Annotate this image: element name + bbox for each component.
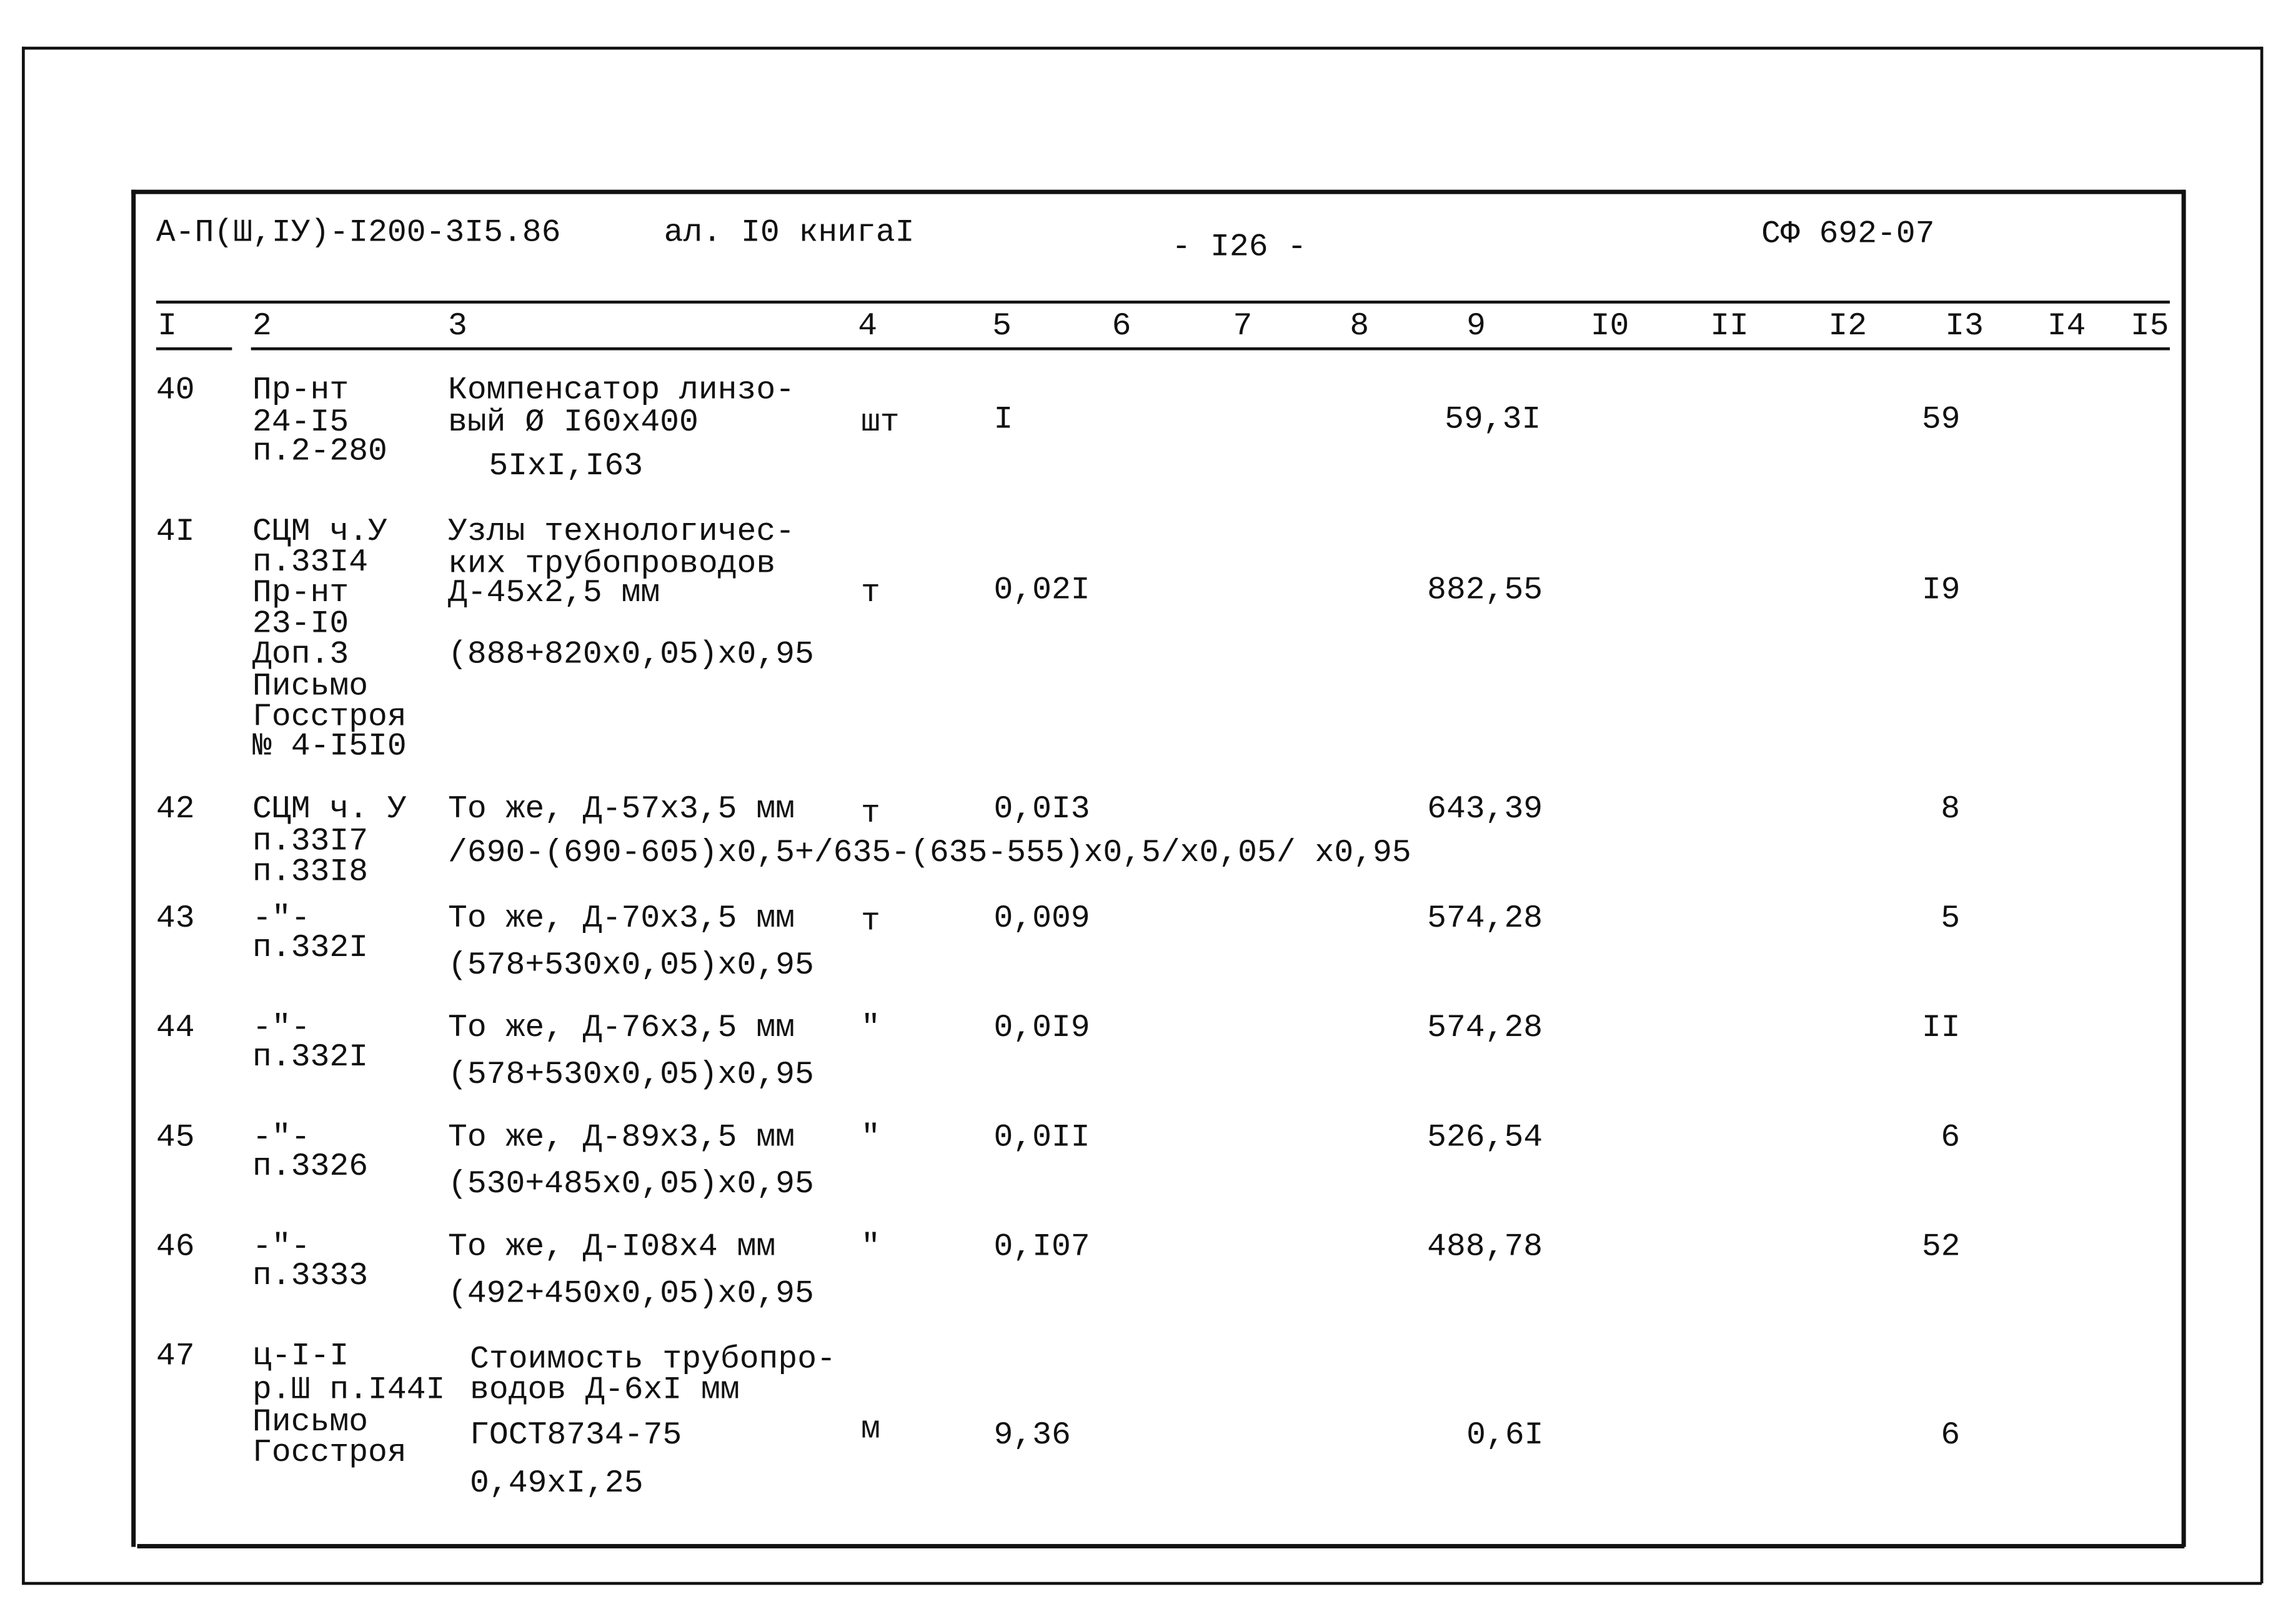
- description-line: (578+530х0,05)х0,95: [447, 947, 814, 984]
- unit: шт: [860, 404, 900, 441]
- inner-frame-top: [131, 190, 2184, 194]
- basis-line: Пр-нт: [252, 372, 349, 409]
- quantity: 0,0I9: [993, 1010, 1090, 1047]
- column-header-15: I5: [2130, 307, 2169, 345]
- inner-frame-left: [131, 190, 135, 1547]
- column-header-rule-1: [156, 347, 232, 350]
- column-header-4: 4: [858, 307, 878, 345]
- description-line: То же, Д-70х3,5 мм: [447, 900, 795, 937]
- header-rule: [156, 301, 2170, 304]
- sheet-code: СФ 692-07: [1761, 216, 1935, 253]
- total-cost: 6: [1941, 1417, 1961, 1454]
- total-cost: 6: [1941, 1119, 1961, 1156]
- row-number: 45: [156, 1119, 195, 1156]
- unit: ": [860, 1119, 880, 1156]
- description-line: То же, Д-57х3,5 мм: [447, 790, 795, 828]
- description-line: То же, Д-I08х4 мм: [447, 1228, 776, 1265]
- quantity: I: [993, 401, 1013, 438]
- basis-line: Доп.3: [252, 636, 349, 673]
- inner-frame-bottom: [137, 1544, 2185, 1548]
- basis-line: 24-I5: [252, 404, 349, 441]
- basis-line: Письмо: [252, 1403, 369, 1441]
- unit-price: 643,39: [1427, 790, 1543, 828]
- total-cost: 59: [1921, 401, 1961, 438]
- basis-line: 23-I0: [252, 605, 349, 642]
- total-cost: II: [1921, 1010, 1961, 1047]
- column-header-2: 2: [252, 307, 272, 345]
- outer-frame-left: [22, 47, 24, 1583]
- column-header-6: 6: [1112, 307, 1132, 345]
- column-header-12: I2: [1828, 307, 1868, 345]
- basis-line: п.33I8: [252, 854, 369, 890]
- description-line: ких трубопроводов: [447, 545, 776, 582]
- unit: т: [860, 795, 880, 832]
- description-line: Компенсатор линзо-: [447, 372, 795, 409]
- outer-frame-right: [2261, 47, 2263, 1583]
- total-cost: 5: [1941, 900, 1961, 937]
- row-number: 4I: [156, 514, 195, 550]
- document-code: А-П(Ш,IУ)-I200-3I5.86: [156, 214, 561, 251]
- basis-line: СЦМ ч. У: [252, 790, 407, 828]
- basis-line: п.332I: [252, 929, 369, 967]
- column-header-10: I0: [1590, 307, 1629, 345]
- quantity: 0,0II: [993, 1119, 1090, 1156]
- description-line: (888+820х0,05)х0,95: [447, 636, 814, 673]
- description-line: То же, Д-89х3,5 мм: [447, 1119, 795, 1156]
- unit-price: 488,78: [1427, 1228, 1543, 1265]
- quantity: 0,0I3: [993, 790, 1090, 828]
- description-line: /690-(690-605)х0,5+/635-(635-555)х0,5/х0,05/ х0,95: [447, 834, 1411, 872]
- row-number: 46: [156, 1228, 195, 1265]
- basis-line: п.3326: [252, 1148, 369, 1185]
- basis-line: СЦМ ч.У: [252, 514, 387, 550]
- unit-price: 526,54: [1427, 1119, 1543, 1156]
- total-cost: I9: [1921, 572, 1961, 609]
- basis-line: п.2-280: [252, 433, 387, 471]
- basis-line: Пр-нт: [252, 575, 349, 612]
- basis-line: -"-: [252, 900, 311, 937]
- column-header-3: 3: [447, 307, 467, 345]
- description-line: (578+530х0,05)х0,95: [447, 1056, 814, 1093]
- column-header-7: 7: [1233, 307, 1253, 345]
- quantity: 0,02I: [993, 572, 1090, 609]
- column-header-1: I: [157, 307, 177, 345]
- description-line: Стоимость трубопро-: [470, 1341, 836, 1378]
- quantity: 9,36: [993, 1417, 1071, 1454]
- unit: м: [860, 1411, 880, 1448]
- unit: т: [860, 903, 880, 940]
- basis-line: Госстроя: [252, 1434, 407, 1472]
- page-number: - I26 -: [1171, 229, 1307, 266]
- row-number: 47: [156, 1338, 195, 1375]
- inner-frame-right: [2182, 190, 2186, 1547]
- description-line: вый Ø I60х400: [447, 404, 699, 441]
- outer-frame-bottom: [22, 1582, 2262, 1585]
- column-header-8: 8: [1350, 307, 1370, 345]
- unit: т: [860, 575, 880, 612]
- unit-price: 574,28: [1427, 900, 1543, 937]
- column-header-11: II: [1710, 307, 1749, 345]
- unit: ": [860, 1228, 880, 1265]
- row-number: 44: [156, 1010, 195, 1047]
- basis-line: ц-I-I: [252, 1338, 349, 1375]
- column-header-9: 9: [1466, 307, 1486, 345]
- basis-line: п.3333: [252, 1258, 369, 1295]
- description-line: 5IхI,I63: [489, 447, 644, 485]
- unit-price: 882,55: [1427, 572, 1543, 609]
- total-cost: 8: [1941, 790, 1961, 828]
- album-label: ал. I0 книгаI: [664, 214, 915, 251]
- row-number: 40: [156, 372, 195, 409]
- basis-line: Письмо: [252, 668, 369, 705]
- basis-line: п.332I: [252, 1039, 369, 1076]
- basis-line: п.33I7: [252, 823, 369, 860]
- row-number: 42: [156, 790, 195, 828]
- basis-line: п.33I4: [252, 544, 369, 581]
- unit-price: 0,6I: [1466, 1417, 1544, 1454]
- unit-price: 574,28: [1427, 1010, 1543, 1047]
- column-header-rule: [251, 347, 2170, 350]
- basis-line: Госстроя: [252, 699, 407, 736]
- quantity: 0,I07: [993, 1228, 1090, 1265]
- description-line: водов Д-6хI мм: [470, 1372, 740, 1408]
- basis-line: -"-: [252, 1119, 311, 1156]
- basis-line: -"-: [252, 1010, 311, 1047]
- unit-price: 59,3I: [1445, 401, 1541, 438]
- basis-line: р.Ш п.I44I: [252, 1372, 445, 1408]
- basis-line: -"-: [252, 1228, 311, 1265]
- quantity: 0,009: [993, 900, 1090, 937]
- outer-frame-top: [22, 47, 2262, 49]
- basis-line: № 4-I5I0: [252, 728, 407, 765]
- row-number: 43: [156, 900, 195, 937]
- column-header-13: I3: [1945, 307, 1984, 345]
- description-line: (492+450х0,05)х0,95: [447, 1275, 814, 1312]
- description-line: То же, Д-76х3,5 мм: [447, 1010, 795, 1047]
- description-line: ГОСТ8734-75: [470, 1417, 682, 1454]
- column-header-14: I4: [2047, 307, 2086, 345]
- total-cost: 52: [1921, 1228, 1961, 1265]
- column-header-5: 5: [992, 307, 1012, 345]
- description-line: (530+485х0,05)х0,95: [447, 1166, 814, 1203]
- unit: ": [860, 1010, 880, 1047]
- description-line: Узлы технологичес-: [447, 514, 795, 550]
- description-line: Д-45х2,5 мм: [447, 575, 660, 612]
- description-line: 0,49хI,25: [470, 1465, 644, 1502]
